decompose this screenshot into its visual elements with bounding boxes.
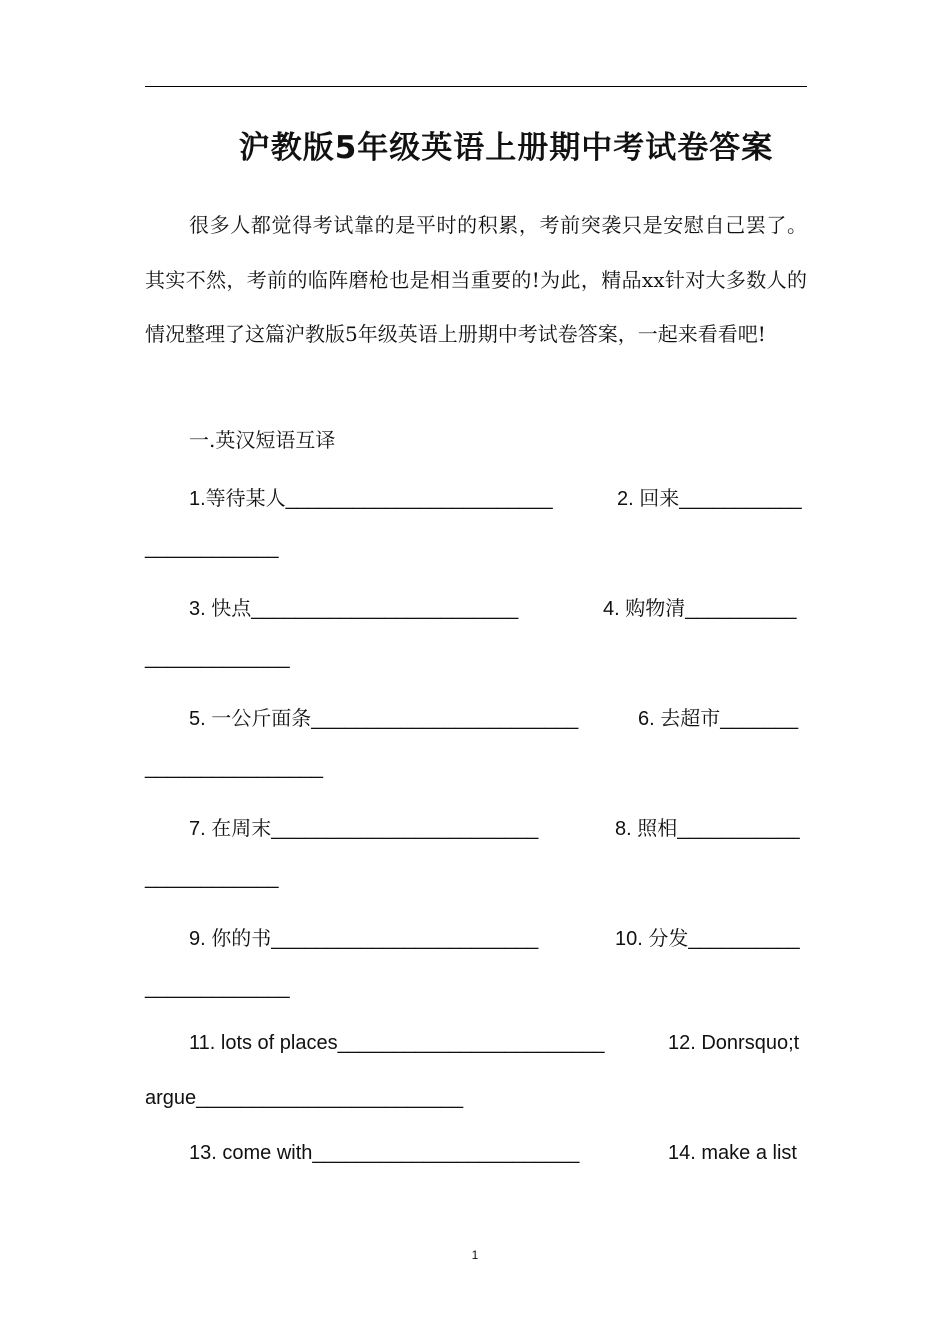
exercise-item-6-cont: ________________ (145, 757, 323, 779)
exercise-item-2: 2. 回来___________ (617, 488, 802, 510)
intro-paragraph: 很多人都觉得考试靠的是平时的积累，考前突袭只是安慰自己罢了。其实不然，考前的临阵磨枪也是相当重要的!为此，精品xx针对大多数人的情况整理了这篇沪教版5年级英语上册期中考试卷答案，一起来看看吧! (145, 213, 807, 346)
exercise-item-12-cont: argue________________________ (145, 1087, 464, 1109)
section-heading: 一.英汉短语互译 (189, 428, 336, 452)
exercise-item-3: 3. 快点________________________ (189, 598, 519, 620)
exercise-item-14: 14. make a list (668, 1142, 797, 1164)
exercise-item-13: 13. come with________________________ (189, 1142, 580, 1164)
document-title: 沪教版5年级英语上册期中考试卷答案 (238, 130, 774, 166)
exercise-item-1: 1.等待某人________________________ (189, 488, 553, 510)
exercise-item-10-cont: _____________ (145, 977, 290, 999)
header-rule (145, 86, 807, 87)
exercise-item-12: 12. Donrsquo;t (668, 1032, 800, 1054)
exercise-item-2-cont: ____________ (145, 537, 279, 559)
exercise-item-4-cont: _____________ (145, 647, 290, 669)
page-number: 1 (471, 1248, 479, 1262)
exercise-item-4: 4. 购物清__________ (603, 598, 797, 620)
exercise-item-9: 9. 你的书________________________ (189, 928, 539, 950)
exercise-item-8: 8. 照相___________ (615, 818, 800, 840)
exercise-item-6: 6. 去超市_______ (638, 708, 799, 730)
exercise-item-8-cont: ____________ (145, 867, 279, 889)
exercise-item-11: 11. lots of places________________________ (189, 1032, 605, 1054)
exercise-item-10: 10. 分发__________ (615, 928, 800, 950)
exercise-item-7: 7. 在周末________________________ (189, 818, 539, 840)
exercise-item-5: 5. 一公斤面条________________________ (189, 708, 579, 730)
